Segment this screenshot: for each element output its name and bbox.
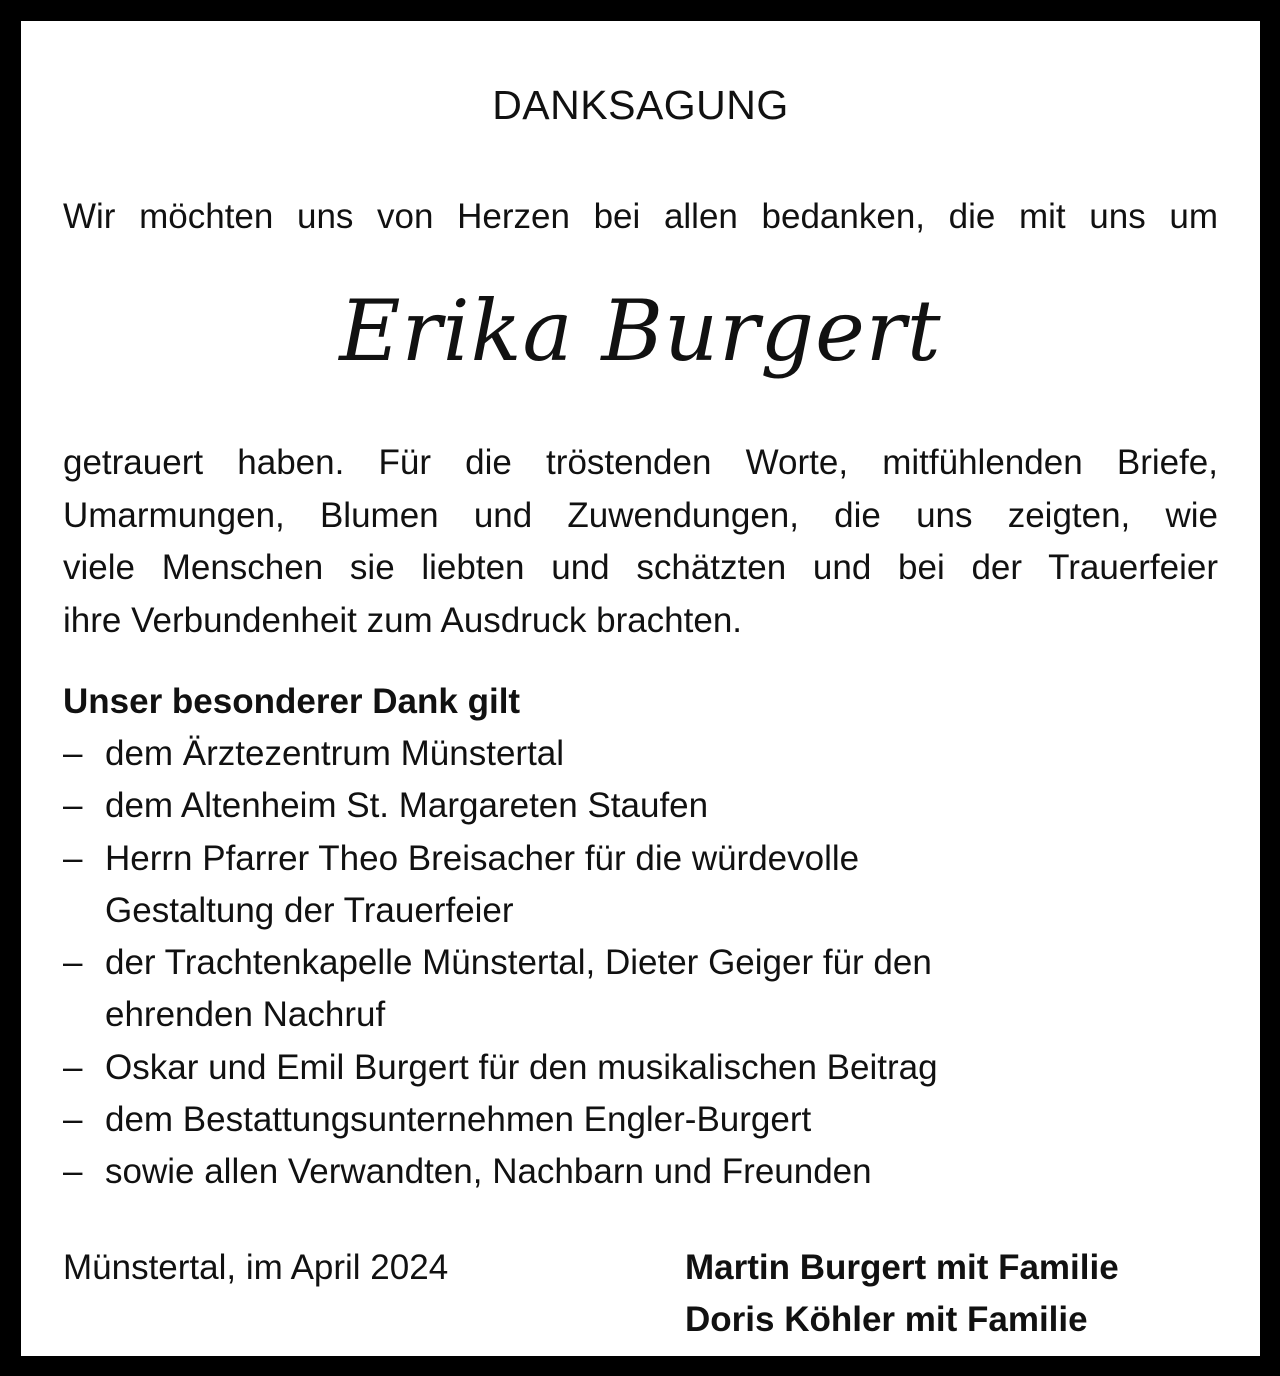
dash-bullet: –: [63, 1100, 83, 1140]
thanks-item-text: dem Altenheim St. Margareten Staufen: [105, 786, 709, 826]
thanks-item-text: der Trachtenkapelle Münstertal, Dieter Geiger für den: [105, 943, 932, 983]
thanks-item-text: Herrn Pfarrer Theo Breisacher für die würdevolle: [105, 838, 860, 878]
thanks-item: [63, 728, 1105, 780]
thanks-item-text: dem Ärztezentrum Münstertal: [105, 734, 565, 773]
intro-text: Wir möchten uns von Herzen bei allen bedanken, die mit uns um: [63, 197, 1218, 236]
dash-bullet: –: [63, 1152, 83, 1192]
signatures: [685, 1242, 1119, 1346]
deceased-name: Erika Burgert: [339, 282, 942, 380]
signature-line: Martin Burgert mit Familie: [685, 1248, 1119, 1287]
thanks-list: [63, 728, 1105, 1199]
signature-line: Doris Köhler mit Familie: [685, 1300, 1088, 1339]
dash-bullet: –: [63, 943, 83, 983]
notice-card: [21, 21, 1260, 1356]
thanks-item-text: sowie allen Verwandten, Nachbarn und Freunden: [105, 1152, 872, 1192]
thanks-item-text: Oskar und Emil Burgert für den musikalischen Beitrag: [105, 1047, 938, 1087]
thanks-item: [63, 1146, 1105, 1198]
thanks-item-text: dem Bestattungsunternehmen Engler-Burgert: [105, 1100, 812, 1140]
thanks-item: [63, 1042, 1105, 1094]
dash-bullet: –: [63, 838, 83, 878]
body-line: viele Menschen sie liebten und schätzten und bei der Trauerfeier: [63, 548, 1218, 587]
dash-bullet: –: [63, 1047, 83, 1087]
thanks-item: [63, 833, 1105, 938]
body-line: Umarmungen, Blumen und Zuwendungen, die uns zeigten, wie: [63, 495, 1218, 535]
place-date: Münstertal, im April 2024: [63, 1248, 449, 1287]
thanks-item: [63, 937, 1105, 1042]
thanks-item-text: Gestaltung der Trauerfeier: [105, 890, 514, 930]
thanks-heading: Unser besonderer Dank gilt: [63, 682, 521, 721]
dash-bullet: –: [63, 734, 83, 773]
thanks-item: [63, 780, 1105, 832]
body-line: ihre Verbundenheit zum Ausdruck brachten.: [63, 600, 743, 640]
body-text: [63, 437, 1218, 647]
notice-title: DANKSAGUNG: [492, 82, 789, 128]
thanks-item-text: ehrenden Nachruf: [105, 995, 386, 1035]
body-line: getrauert haben. Für die tröstenden Worte, mitfühlenden Briefe,: [63, 443, 1218, 482]
thanks-item: [63, 1094, 1105, 1146]
dash-bullet: –: [63, 786, 83, 826]
